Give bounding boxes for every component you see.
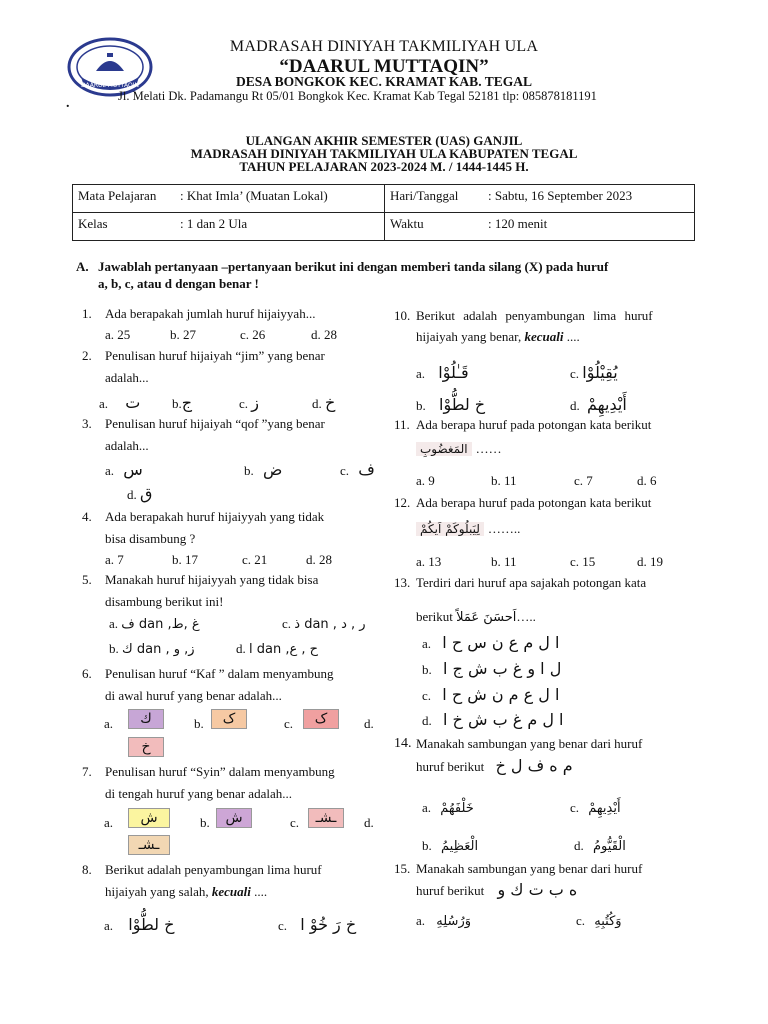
school-name-line1: MADRASAH DINIYAH TAKMILIYAH ULA [229,38,539,55]
q13-option-b[interactable]: b. ل ا و غ ب ش ج ا [422,659,562,678]
subject-label: Mata Pelajaran [78,188,157,203]
q10-option-a[interactable]: a. قَـٰلُوْا [416,363,469,382]
q11-option-b[interactable]: b. 11 [491,473,517,488]
q3-option-d[interactable]: d. ق [127,484,153,503]
school-location: DESA BONGKOK KEC. KRAMAT KAB. TEGAL [236,74,532,89]
q7-option-c[interactable]: c. [290,815,300,830]
q14-option-b[interactable]: b. الْعَظِيمُ [422,838,479,854]
q4-option-c[interactable]: c. 21 [242,552,268,567]
school-address: Jl. Melati Dk. Padamangu Rt 05/01 Bongkok Kec. Kramat Kab Tegal 52181 tlp: 085878181191 [118,89,597,103]
q2-option-c[interactable]: c. ز [239,393,260,412]
q11-option-a[interactable]: a. 9 [416,473,435,488]
q7-option-b[interactable]: b. [200,815,210,830]
q7-option-a[interactable]: a. [104,815,114,830]
q13-word: berikut اَحسَنَ عَمَلاً….. [416,609,536,625]
q6-option-a[interactable]: a. [104,716,114,731]
q10-option-d[interactable]: d. أَيْدِيهِمْ [570,395,627,414]
q7-option-d-glyph: ـشـ [128,835,170,855]
q6-option-b-glyph: ک [211,709,247,729]
q4-option-d[interactable]: d. 28 [306,552,332,567]
q3-option-a[interactable]: a. س [105,460,143,479]
q3-option-b[interactable]: b. ض [244,460,283,479]
logo-text: DAARUL MUTTAQIN [80,82,140,89]
q7-option-a-glyph: ش [128,808,170,828]
day-label: Hari/Tanggal [390,188,459,203]
q12-option-c[interactable]: c. 15 [570,554,596,569]
q12-option-a[interactable]: a. 13 [416,554,442,569]
q7-option-c-glyph: ـشـ [308,808,344,828]
q5-option-c[interactable]: c. ر , د , dan ذ [282,616,366,632]
q10-option-b[interactable]: b. خ لطُّوْا [416,395,486,414]
q13-option-d[interactable]: d. ا ل م غ ب ش خ ا [422,710,564,729]
exam-info-table [72,184,695,241]
q2-option-d[interactable]: d. خ [312,393,336,412]
school-name-line2: “DAARUL MUTTAQIN” [279,56,489,77]
q4-option-a[interactable]: a. 7 [105,552,124,567]
q1-option-b[interactable]: b. 27 [170,327,196,342]
q15-option-c[interactable]: c. وَكُتُبِهِ [576,913,622,929]
q12-word: لِيَبلُوكَمْ اَيكُمْ …….. [416,521,520,537]
q6-option-c-glyph: ک [303,709,339,729]
q3-option-c[interactable]: c. ف [340,460,375,479]
exam-title-line1: ULANGAN AKHIR SEMESTER (UAS) GANJIL [245,133,523,148]
q12-option-b[interactable]: b. 11 [491,554,517,569]
q11-word: المَغضُوبِ …… [416,441,502,457]
q5-option-b[interactable]: b. ز, و , dan ك [109,641,195,657]
q2-option-b[interactable]: b.ج [172,393,193,412]
q1-option-c[interactable]: c. 26 [240,327,266,342]
q11-option-c[interactable]: c. 7 [574,473,593,488]
q11-option-d[interactable]: d. 6 [637,473,657,488]
q12-option-d[interactable]: d. 19 [637,554,663,569]
q1-option-a[interactable]: a. 25 [105,327,131,342]
q8-option-c[interactable]: c. خ رَ خُوْ ا [278,915,357,934]
time-value: : 120 menit [488,216,548,231]
q8-option-a[interactable]: a. خ لطُّوْا [104,915,175,934]
q14-option-c[interactable]: c. أَيْدِيهِمْ [570,800,621,816]
q5-option-a[interactable]: a. غ ,ط, dan ف [109,616,200,632]
q2-option-a[interactable]: a. ت [99,393,141,412]
q7-option-b-glyph: ش [216,808,252,828]
section-a-instruction: A. Jawablah pertanyaan –pertanyaan berikut ini dengan memberi tanda silang (X) pada huruf a, b, c, atau d dengan benar ! [76,259,609,291]
class-value: : 1 dan 2 Ula [180,216,248,231]
q6-option-d-glyph: خ [128,737,164,757]
q10-option-c[interactable]: c. يُقِيْلُوْا [570,363,618,382]
q6-option-c[interactable]: c. [284,716,294,731]
exam-title-line3: TAHUN PELAJARAN 2023-2024 M. / 1444-1445 H. [239,159,529,174]
time-label: Waktu [390,216,424,231]
q7-option-d[interactable]: d. [364,815,374,830]
q14-option-a[interactable]: a. خَلْفَهُمْ [422,800,474,816]
q13-option-a[interactable]: a. ا ل م ع ن س ح ا [422,633,560,652]
subject-value: : Khat Imla’ (Muatan Lokal) [180,188,328,203]
q5-option-d[interactable]: d. ح , ع, dan ا [236,641,319,657]
class-label: Kelas [78,216,108,231]
q4-option-b[interactable]: b. 17 [172,552,198,567]
q6-option-a-glyph: ك [128,709,164,729]
q13-option-c[interactable]: c. ا ل ع م ن ش ح ا [422,685,560,704]
day-value: : Sabtu, 16 September 2023 [488,188,633,203]
header-bullet: . [66,96,70,111]
q15-option-a[interactable]: a. وَرُسُلِهِ [416,913,472,929]
q1-option-d[interactable]: d. 28 [311,327,337,342]
exam-title-line2: MADRASAH DINIYAH TAKMILIYAH ULA KABUPATEN TEGAL [190,146,578,161]
q14-option-d[interactable]: d. الْقَيُّومُ [574,838,626,854]
q6-option-d[interactable]: d. [364,716,374,731]
q6-option-b[interactable]: b. [194,716,204,731]
